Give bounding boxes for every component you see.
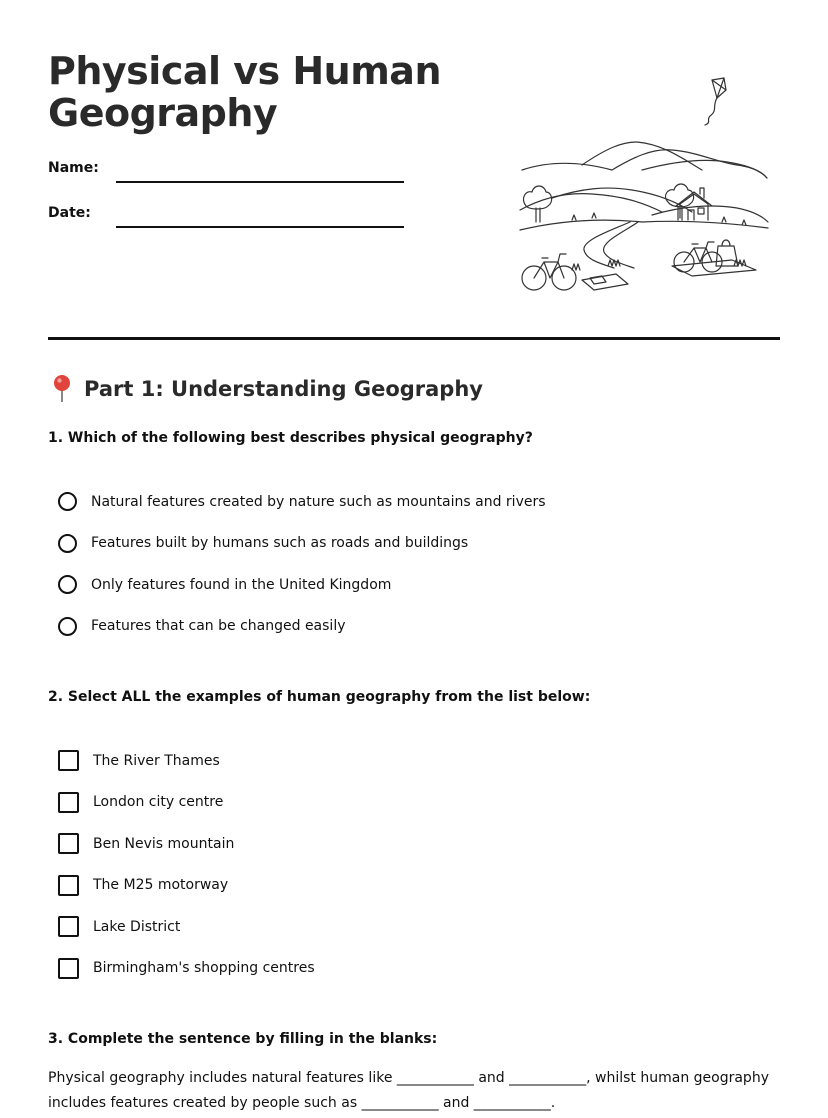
date-field[interactable] bbox=[48, 205, 408, 235]
checkbox[interactable] bbox=[58, 792, 79, 813]
radio-button[interactable] bbox=[58, 534, 77, 553]
map-pin-icon bbox=[48, 374, 76, 404]
page-title: Physical vs Human Geography bbox=[48, 49, 442, 135]
option-label: Only features found in the United Kingdom bbox=[91, 576, 392, 593]
kite-icon bbox=[705, 78, 726, 125]
option-label: The M25 motorway bbox=[93, 877, 229, 894]
name-label: Name: bbox=[48, 160, 99, 176]
question-1-prompt: 1. Which of the following best describes physical geography? bbox=[48, 430, 533, 446]
checkbox-option[interactable] bbox=[58, 906, 315, 948]
checkbox[interactable] bbox=[58, 875, 79, 896]
radio-option[interactable] bbox=[58, 481, 546, 523]
name-field[interactable] bbox=[48, 160, 408, 190]
checkbox-option[interactable] bbox=[58, 823, 315, 865]
radio-button[interactable] bbox=[58, 492, 77, 511]
question-3-prompt: 3. Complete the sentence by filling in the blanks: bbox=[48, 1031, 438, 1047]
checkbox-option[interactable] bbox=[58, 740, 315, 782]
radio-button[interactable] bbox=[58, 617, 77, 636]
checkbox[interactable] bbox=[58, 958, 79, 979]
option-label: London city centre bbox=[93, 794, 224, 811]
checkbox[interactable] bbox=[58, 916, 79, 937]
bicycle-icon bbox=[522, 254, 576, 290]
picnic-blanket-icon bbox=[582, 274, 628, 290]
name-line[interactable] bbox=[116, 181, 404, 183]
checkbox-option[interactable] bbox=[58, 782, 315, 824]
radio-option[interactable] bbox=[58, 606, 546, 648]
checkbox-option[interactable] bbox=[58, 948, 315, 990]
question-2-prompt: 2. Select ALL the examples of human geography from the list below: bbox=[48, 689, 591, 705]
checkbox[interactable] bbox=[58, 833, 79, 854]
option-label: Features that can be changed easily bbox=[91, 618, 346, 635]
radio-option[interactable] bbox=[58, 564, 546, 606]
tree-icon bbox=[524, 186, 552, 222]
fill-in-sentence: Physical geography includes natural features like ___________ and ___________, whilst human geography includes features created by people such as ___________ and ___________. bbox=[48, 1070, 769, 1111]
option-label: Natural features created by nature such as mountains and rivers bbox=[91, 493, 546, 510]
checkbox-option[interactable] bbox=[58, 865, 315, 907]
option-label: Birmingham's shopping centres bbox=[93, 960, 315, 977]
question-2-options bbox=[58, 740, 315, 989]
option-label: Lake District bbox=[93, 918, 181, 935]
divider-rule bbox=[48, 337, 780, 340]
landscape-illustration bbox=[512, 70, 782, 300]
radio-option[interactable] bbox=[58, 523, 546, 565]
date-label: Date: bbox=[48, 205, 91, 221]
question-1-options bbox=[58, 481, 546, 647]
option-label: Ben Nevis mountain bbox=[93, 835, 235, 852]
checkbox[interactable] bbox=[58, 750, 79, 771]
radio-button[interactable] bbox=[58, 575, 77, 594]
date-line[interactable] bbox=[116, 226, 404, 228]
bicycle-icon-right bbox=[674, 240, 738, 272]
section-heading bbox=[48, 374, 483, 404]
section-title: Part 1: Understanding Geography bbox=[84, 377, 483, 401]
option-label: Features built by humans such as roads and buildings bbox=[91, 535, 469, 552]
option-label: The River Thames bbox=[93, 752, 220, 769]
